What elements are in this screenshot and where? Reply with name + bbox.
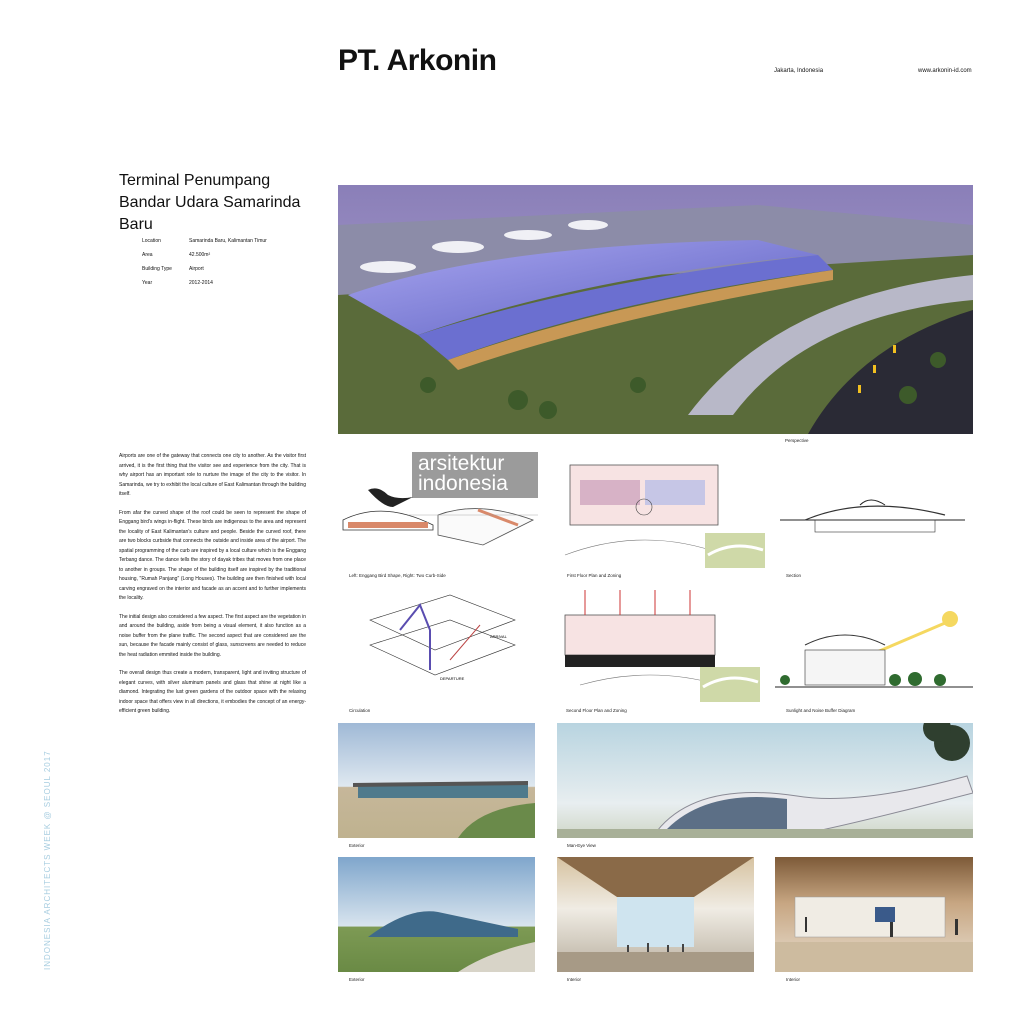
paragraph: The initial design also considered a few aspect. The first aspect are the vegetation in and around the building, aside from being a visual element, it also function as a noise buffer from the plane traffic. The second aspect that are considered are the sun, because the facade mainly consist of glass, sunscreens are needed to reduce the heat radiation emmited inside the building.	[119, 613, 306, 658]
firm-name: PT. Arkonin	[338, 44, 497, 77]
watermark-line2: indonesia	[418, 472, 508, 495]
second-floor-plan	[560, 585, 770, 705]
interior-photo-2	[775, 857, 973, 972]
caption-floor2: Second Floor Plan and Zoning	[566, 708, 627, 713]
meta-value: 42.500m²	[189, 252, 211, 258]
meta-label: Location	[142, 238, 161, 244]
caption-floor1: First Floor Plan and Zoning	[567, 573, 622, 578]
paragraph: The overall design thus create a modern, transparent, light and inviting structure of elegant curves, with silver aluminum panels and glass that shine at night like a diamond. Integrating the lust green gardens of the outdoor space with the relaxing indoor space that offers view in all directions, it embodies the concept of an energy-efficient green building.	[119, 670, 306, 714]
circulation-diagram	[360, 590, 520, 690]
paragraph: Airports are one of the gateway that connects one city to another. As the visitor first arrived, it is the first thing that the visitor see and experience from the city. That is why airport has an important role to nurture the image of the city to the visitor. In Samarinda, we try to exhibit the local culture of East Kalimantan through the building itself.	[119, 453, 306, 497]
man-eye-view	[557, 723, 973, 838]
caption-maneye: Man-Eye View	[567, 843, 596, 848]
watermark-line1: arsitektur	[418, 452, 505, 475]
caption-sunlight: Sunlight and Noise Buffer Diagram	[786, 708, 856, 713]
meta-row-location	[142, 238, 267, 252]
caption-exterior-2: Exterior	[349, 977, 365, 982]
meta-label: Year	[142, 280, 153, 286]
label-arrival: ARRIVAL	[490, 634, 507, 639]
meta-label: Area	[142, 252, 153, 258]
side-label: INDONESIA ARCHITECTS WEEK @ SEOUL 2017	[43, 750, 52, 970]
project-meta	[142, 238, 267, 294]
caption-bird: Left: Enggang Bird Shape, Right: Two Curb-Side	[349, 573, 446, 578]
first-floor-plan	[560, 455, 770, 570]
interior-photo-1	[557, 857, 754, 972]
meta-value: Samarinda Baru, Kalimantan Timur	[189, 238, 267, 244]
exterior-photo-1	[338, 723, 535, 838]
label-departure: DEPARTURE	[440, 676, 465, 681]
meta-label: Building Type	[142, 266, 172, 272]
firm-website[interactable]: www.arkonin-id.com	[918, 68, 972, 74]
caption-section: Section	[786, 573, 802, 578]
meta-row-area	[142, 252, 267, 266]
project-description	[119, 452, 306, 726]
paragraph: From afar the curved shape of the roof could be seen to represent the shape of Enggang bird's wings in-flight. These birds are indigenous to the area and represent the locality of East Kalimantan's culture and people. Beside the curved roof, there are two blocks curbside that connects the outside and inside area of the airport. The spatial programming of the curb are inspired by a local culture which is the Enggang Terbang dance. The dance tells the story of dayak tribes that moves from one place to another in groups. The shape of the building itself are inspired by the traditional housing, "Rumah Panjang" (Long Houses). The building are then finished with local carving engraved on the interior and facade as an accent and to further implements the locality.	[119, 509, 306, 601]
sunlight-diagram	[775, 605, 973, 693]
section-drawing	[775, 495, 973, 540]
meta-row-type	[142, 266, 267, 280]
perspective-render	[338, 185, 973, 434]
caption-exterior-1: Exterior	[349, 843, 365, 848]
bird-shape-diagram	[338, 470, 538, 570]
meta-value: Airport	[189, 266, 204, 272]
caption-interior-1: Interior	[567, 977, 582, 982]
caption-circulation: Circulation	[349, 708, 371, 713]
firm-location: Jakarta, Indonesia	[774, 68, 824, 74]
meta-row-year	[142, 280, 267, 294]
project-title: Terminal Penumpang Bandar Udara Samarinda Baru	[119, 172, 301, 233]
caption-perspective: Perspective	[785, 438, 809, 443]
meta-value: 2012-2014	[189, 280, 213, 286]
exterior-photo-2	[338, 857, 535, 972]
caption-interior-2: Interior	[786, 977, 801, 982]
